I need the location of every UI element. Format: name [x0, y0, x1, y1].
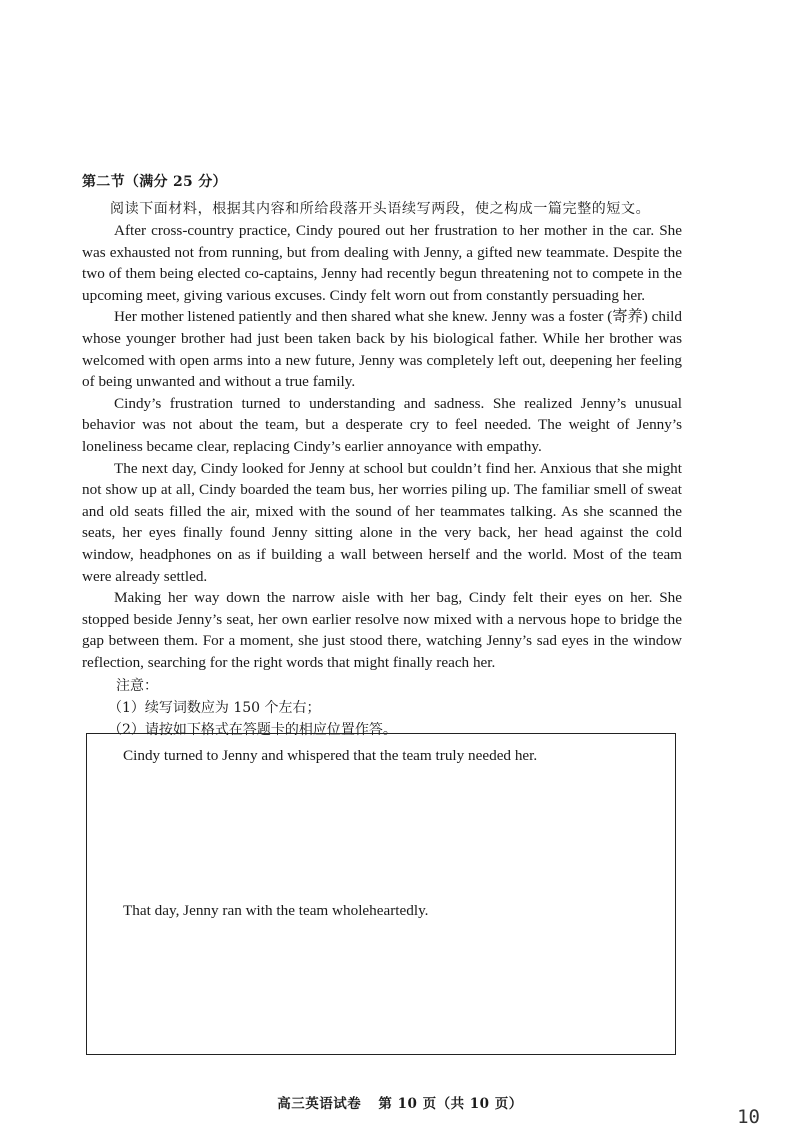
answer-box[interactable]	[86, 733, 676, 1055]
passage-paragraph: The next day, Cindy looked for Jenny at school but couldn’t find her. Anxious that she might not show up at all, Cindy boarded the team bus, her worries piling up. The familiar smell of sweat and old seats filled the air, mixed with the sound of her teammates talking. As she scanned the seats, her eyes finally found Jenny sitting alone in the very back, her head against the cold window, headphones on as if building a wall between herself and the world. Most of the team were already settled.	[82, 459, 682, 585]
exam-name: 高三英语试卷	[277, 1096, 362, 1112]
passage-paragraph: After cross-country practice, Cindy poured out her frustration to her mother in the car. She was exhausted not from running, but from dealing with Jenny, a gifted new teammate. Despite the two of them being elected co-captains, Jenny had recently begun threatening not to compete in the upcoming meet, giving various excuses. Cindy felt worn out from constantly persuading her.	[82, 222, 682, 304]
notes-heading: 注意：	[116, 678, 158, 695]
page-footer	[0, 1092, 800, 1112]
note-item: （2）请按如下格式在答题卡的相应位置作答。	[108, 722, 397, 739]
section-title: 第二节（满分 25 分）	[82, 174, 227, 190]
exam-page	[82, 172, 682, 741]
reading-passage	[82, 220, 682, 673]
page-number: 10	[737, 1106, 760, 1128]
passage-paragraph: Making her way down the narrow aisle with her bag, Cindy felt their eyes on her. She stopped beside Jenny’s seat, her own earlier resolve now mixed with a nervous hope to bridge the gap between them. For a moment, she just stood there, watching Jenny’s sad eyes in the window reflection, searching for the right words that might finally reach her.	[82, 589, 682, 671]
paragraph2-opening: That day, Jenny ran with the team wholeheartedly.	[123, 902, 429, 919]
section-instruction: 阅读下面材料，根据其内容和所给段落开头语续写两段，使之构成一篇完整的短文。	[110, 201, 651, 217]
paragraph1-opening: Cindy turned to Jenny and whispered that the team truly needed her.	[123, 747, 538, 764]
notes-section	[82, 675, 682, 741]
passage-paragraph: Her mother listened patiently and then shared what she knew. Jenny was a foster (寄养) child whose younger brother had just been taken back by his biological father. While her brother was welcomed with open arms into a new future, Jenny was completely left out, deepening her feeling of being unwanted and without a true family.	[82, 308, 682, 391]
page-info: 第 10 页（共 10 页）	[378, 1096, 523, 1112]
passage-paragraph: Cindy’s frustration turned to understanding and sadness. She realized Jenny’s unusual behavior was not about the team, but a desperate cry to feel needed. The weight of Jenny’s loneliness became clear, replacing Cindy’s earlier annoyance with empathy.	[82, 394, 682, 455]
note-item: （1）续写词数应为 150 个左右；	[108, 700, 321, 717]
